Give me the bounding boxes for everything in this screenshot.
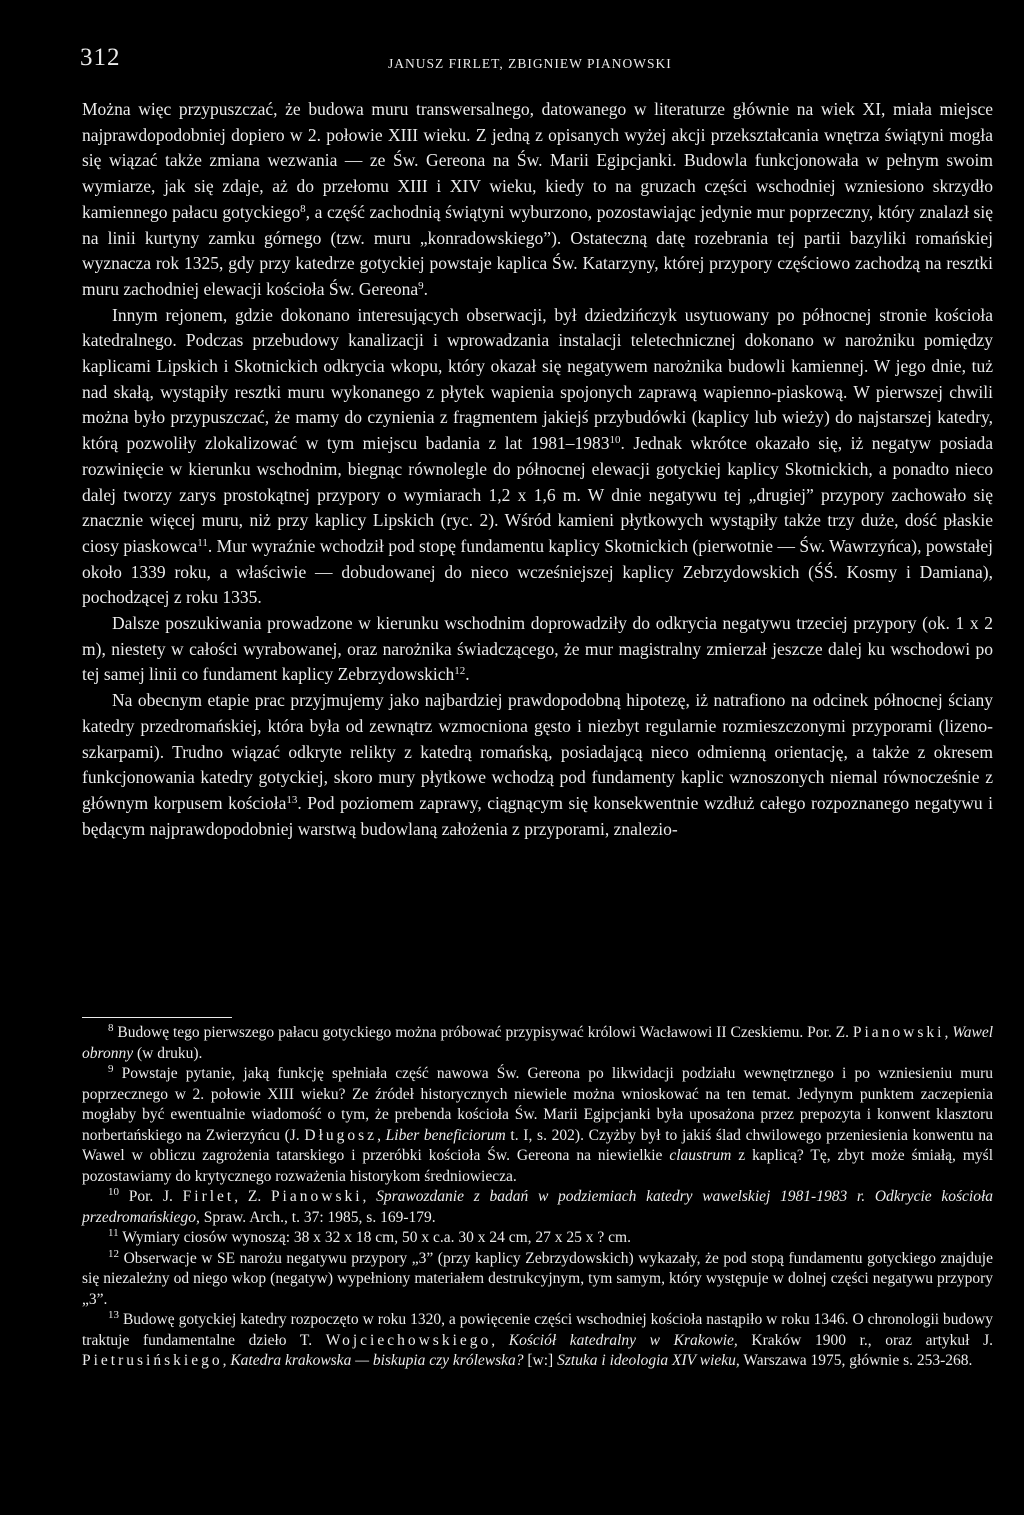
footnote-11: $^{11}$ Wymiary ciosów wynoszą: 38 x 32 x 18 cm, 50 x c.a. 30 x 24 cm, 27 x 25 x ? cm.: [108, 1227, 631, 1246]
paragraph-4: Na obecnym etapie prac przyjmujemy jako najbardziej prawdopodobną hipotezę, iż natrafiono na odcinek północnej ściany katedry przedromańskiej, która była od zewnątrz wzmocniona gęsto i niezbyt regularnie rozmieszczonymi przyporami (lizeno-szkarpami). Trudno wiązać odkryte relikty z katedrą romańską, posiadającą nieco odmienną orientację, a także z okresem funkcjonowania katedry gotyckiej, skoro mury płytkowe wchodzą pod fundamenty kaplic wznoszonych niemal równocześnie z głównym korpusem kościoła$^{13}$. Pod poziomem zaprawy, ciągnącym się konsekwentnie wzdłuż całego rozpoznanego negatywu i będącym najprawdopodobniej warstwą budowlaną założenia z przyporami, znalezio-: [82, 690, 993, 839]
footnotes: [82, 1023, 993, 1372]
footnote-ref: 11: [197, 536, 208, 549]
footnote-9: $^9$ Powstaje pytanie, jaką funkcję spełniała część nawowa Św. Gereona po likwidacji podziału wewnętrznego i po wzniesieniu muru poprzecznego w 2. połowie XIII wieku? Ze źródeł historycznych niewiele można wnioskować na ten temat. Jedynym punktem zaczepienia mogłaby być ewentualnie wiadomość o tym, że prebenda kościoła Św. Marii Egipcjanki była uposażona przez prepozyta i konwent klasztoru norbertańskiego na Zwierzyńcu (J. Długosz, Liber beneficiorum t. I, s. 202). Czyżby był to jakiś ślad chwilowego przeniesienia konwentu na Wawel w obliczu zagrożenia tatarskiego i przeróbki kościoła Św. Gereona na niewielkie claustrum z kaplicą? Tę, zbyt może śmiałą, myśl pozostawiamy do krytycznego rozważenia historykom średniowiecza.: [82, 1063, 994, 1185]
running-head: JANUSZ FIRLET, ZBIGNIEW PIANOWSKI: [388, 56, 672, 71]
paragraph-1: Można więc przypuszczać, że budowa muru transwersalnego, datowanego w literaturze głównie na wiek XI, miała miejsce najprawdopodobniej dopiero w 2. połowie XIII wieku. Z jedną z opisanych wyżej akcji przekształcania wnętrza świątyni mogła się wiązać także zmiana wezwania — ze Św. Gereona na Św. Marii Egipcjanki. Budowla funkcjonowała w pełnym swoim wymiarze, jak się zdaje, aż do przełomu XIII i XIV wieku, kiedy to na gruzach części wschodniej wzniesiono skrzydło kamiennego pałacu gotyckiego$^8$, a część zachodnią świątyni wyburzono, pozostawiając jedynie mur poprzeczny, który znalazł się na linii kurtyny zamku górnego (tzw. muru „konradowskiego”). Ostateczną datę rozebrania tej partii bazyliki romańskiej wyznacza rok 1325, gdy przy katedrze gotyckiej powstaje kaplica Św. Katarzyny, której przypory częściowo zachodzą na resztki muru zachodniej elewacji kościoła Św. Gereona$^9$.: [82, 99, 993, 299]
paragraph-3: Dalsze poszukiwania prowadzone w kierunku wschodnim doprowadziły do odkrycia negatywu trzeciej przypory (ok. 1 x 2 m), niestety w całości wyrabowanej, oraz narożnika świadczącego, że mur magistralny zmierzał jeszcze dalej ku wschodowi po tej samej linii co fundament kaplicy Zebrzydowskich$^{12}$.: [82, 613, 993, 685]
page-number: 312: [80, 44, 121, 71]
footnote-ref: 9: [418, 279, 424, 292]
paragraph-2: Innym rejonem, gdzie dokonano interesujących obserwacji, był dziedzińczyk usytuowany po północnej stronie kościoła katedralnego. Podczas przebudowy kanalizacji i wprowadzania instalacji teletechnicznej dokonano w narożniku pomiędzy kaplicami Lipskich i Skotnickich odkrycia wkopu, który okazał się negatywem narożnika budowli kamiennej. W jego dnie, tuż nad skałą, wystąpiły resztki muru wykonanego z płytek wapienia spojonych zaprawą wapienno-piaskową. W pierwszej chwili można było przypuszczać, że mamy do czynienia z fragmentem jakiejś przybudówki (kaplicy lub wieży) do najstarszej katedry, którą pozwoliły zlokalizować w tym miejscu badania z lat 1981–1983$^{10}$. Jednak wkrótce okazało się, iż negatyw posiada rozwinięcie w kierunku wschodnim, biegnąc równolegle do północnej elewacji gotyckiej kaplicy Skotnickich, a ponadto nieco dalej tworzy zarys prostokątnej przypory o wymiarach 1,2 x 1,6 m. W dnie negatywu tej „drugiej” przypory zachowało się znacznie więcej muru, niż przy kaplicy Lipskich (ryc. 2). Wśród kamieni płytkowych wystąpiły także trzy duże, dość płaskie ciosy piaskowca$^{11}$. Mur wyraźnie wchodził pod stopę fundamentu kaplicy Skotnickich (pierwotnie — Św. Wawrzyńca), powstałej około 1339 roku, a właściwie — dobudowanej do nieco wcześniejszej kaplicy Zebrzydowskich (ŚŚ. Kosmy i Damiana), pochodzącej z roku 1335.: [82, 304, 993, 608]
footnote-12: $^{12}$ Obserwacje w SE narożu negatywu przypory „3” (przy kaplicy Zebrzydowskich) wykazały, że pod stopą fundamentu gotyckiego znajduje się niezależny od niego wkop (negatyw) wypełniony materiałem destrukcyjnym, tym samym, który występuje w dolnej części negatywu przypory „3”.: [82, 1247, 993, 1308]
footnote-8: $^8$ Budowę tego pierwszego pałacu gotyckiego można próbować przypisywać królowi Wacławowi II Czeskiemu. Por. Z. Pianowski, Wawel obronny (w druku).: [82, 1022, 994, 1062]
footnote-10: $^{10}$ Por. J. Firlet, Z. Pianowski, Sprawozdanie z badań w podziemiach katedry wawelskiej 1981-1983 r. Odkrycie kościoła przedromańskiego, Spraw. Arch., t. 37: 1985, s. 169-179.: [82, 1186, 994, 1226]
main-text: [82, 97, 993, 842]
footnote-ref: 13: [286, 793, 298, 806]
footnote-ref: 12: [454, 665, 466, 678]
footnote-ref: 10: [609, 434, 621, 447]
footnote-13: $^{13}$ Budowę gotyckiej katedry rozpoczęto w roku 1320, a powięcenie części wschodniej kościoła nastąpiło w roku 1346. O chronologii budowy traktuje fundamentalne dzieło T. Wojciechowskiego, Kościół katedralny w Krakowie, Kraków 1900 r., oraz artykuł J. Pietrusińskiego, Katedra krakowska — biskupia czy królewska? [w:] Sztuka i ideologia XIV wieku, Warszawa 1975, głównie s. 253-268.: [82, 1309, 994, 1369]
footnote-separator: [82, 1017, 232, 1018]
footnote-ref: 8: [300, 202, 306, 215]
